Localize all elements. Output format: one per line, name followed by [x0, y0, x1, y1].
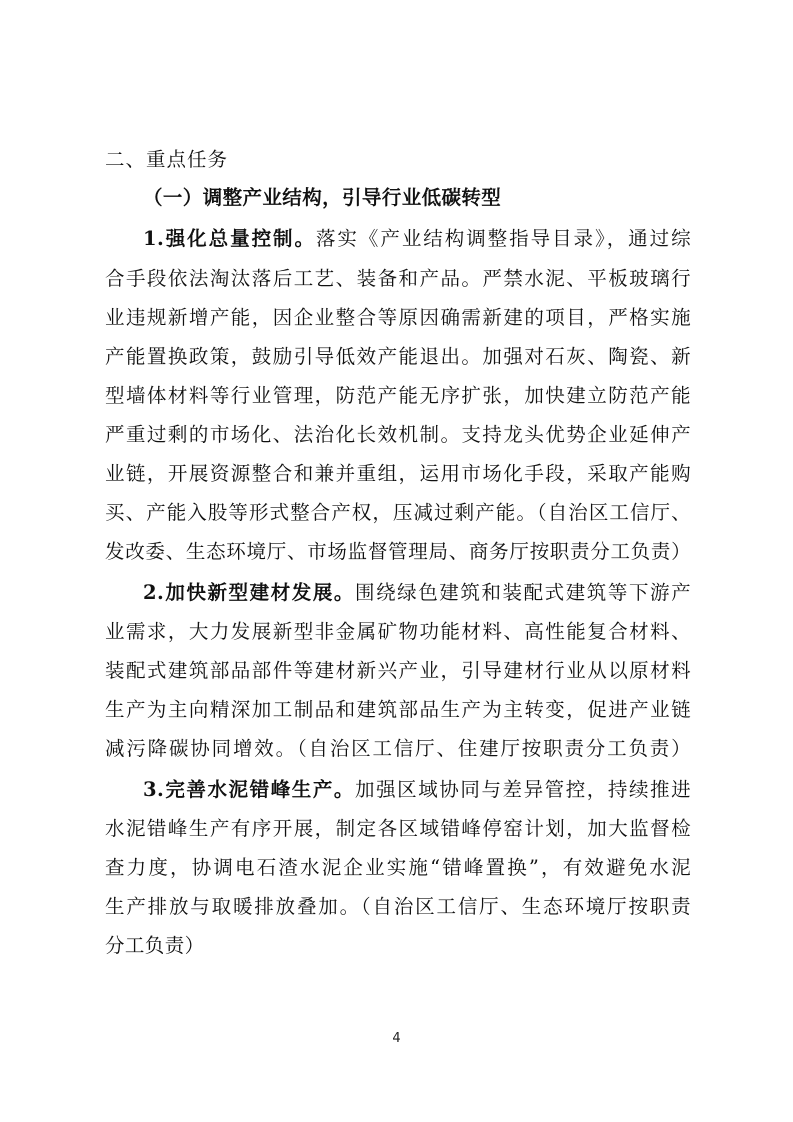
paragraph-line: 分工负责）	[105, 934, 205, 957]
item-2-first-line	[143, 581, 691, 605]
item-1-title: 1.强化总量控制。	[143, 227, 316, 250]
paragraph-line: 生产排放与取暖排放叠加。（自治区工信厅、生态环境厅按职责	[105, 895, 691, 918]
item-2-text: 围绕绿色建筑和装配式建筑等下游产	[355, 581, 691, 604]
paragraph-line: 合手段依法淘汰落后工艺、装备和产品。严禁水泥、平板玻璃行	[105, 267, 691, 290]
paragraph-line: 业需求，大力发展新型非金属矿物功能材料、高性能复合材料、	[105, 620, 691, 643]
item-3-first-line	[143, 778, 691, 802]
subsection-heading: （一）调整产业结构，引导行业低碳转型	[143, 186, 502, 209]
page-number: 4	[392, 1031, 401, 1046]
paragraph-line: 买、产能入股等形式整合产权，压减过剩产能。（自治区工信厅、	[105, 501, 691, 524]
paragraph-line: 减污降碳协同增效。（自治区工信厅、住建厅按职责分工负责）	[105, 737, 691, 760]
paragraph-line: 业链，开展资源整合和兼并重组，运用市场化手段，采取产能购	[105, 462, 691, 485]
item-3-title: 3.完善水泥错峰生产。	[143, 778, 355, 801]
item-3-text: 加强区域协同与差异管控，持续推进	[355, 778, 691, 801]
paragraph-line: 严重过剩的市场化、法治化长效机制。支持龙头优势企业延伸产	[105, 423, 691, 446]
paragraph-line: 型墙体材料等行业管理，防范产能无序扩张，加快建立防范产能	[105, 384, 691, 407]
item-1-text: 落实《产业结构调整指导目录》，通过综	[315, 227, 691, 250]
paragraph-line: 装配式建筑部品部件等建材新兴产业，引导建材行业从以原材料	[105, 659, 691, 682]
paragraph-line: 查力度，协调电石渣水泥企业实施“错峰置换”，有效避免水泥	[105, 856, 691, 879]
paragraph-line: 发改委、生态环境厅、市场监督管理局、商务厅按职责分工负责）	[105, 540, 691, 563]
paragraph-line: 产能置换政策，鼓励引导低效产能退出。加强对石灰、陶瓷、新	[105, 345, 691, 368]
paragraph-line: 生产为主向精深加工制品和建筑部品生产为主转变，促进产业链	[105, 698, 691, 721]
item-2-title: 2.加快新型建材发展。	[143, 581, 355, 604]
item-1-first-line	[143, 227, 691, 251]
paragraph-line: 业违规新增产能，因企业整合等原因确需新建的项目，严格实施	[105, 306, 691, 329]
section-heading: 二、重点任务	[105, 148, 229, 171]
paragraph-line: 水泥错峰生产有序开展，制定各区域错峰停窑计划，加大监督检	[105, 817, 691, 840]
